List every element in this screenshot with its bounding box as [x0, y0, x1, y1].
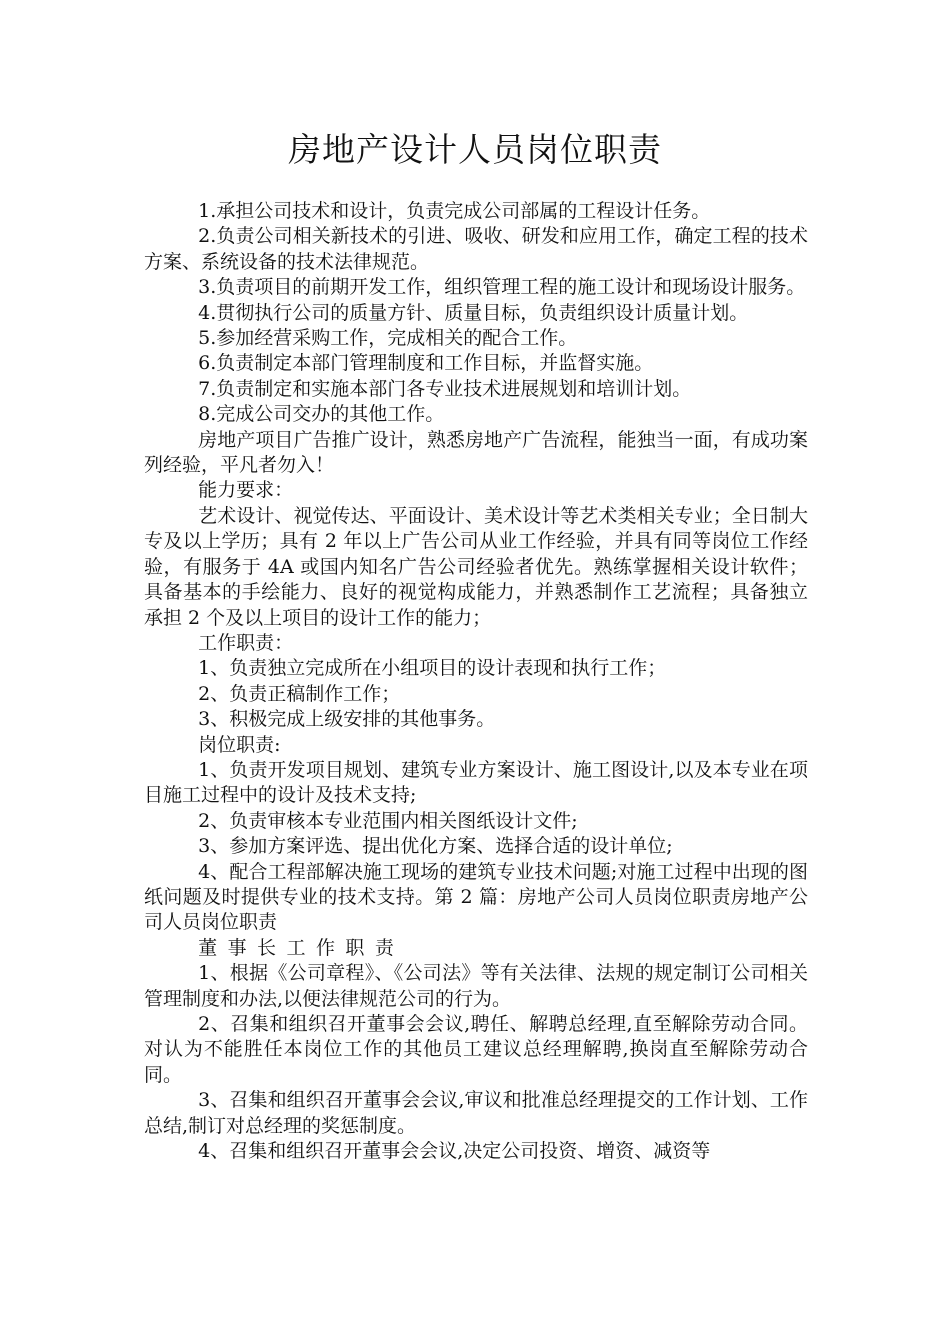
heading-position-duties: 岗位职责:: [198, 733, 281, 756]
paragraph-position-duty-1: 1、负责开发项目规划、建筑专业方案设计、施工图设计,以及本专业在项目施工过程中的设计及技术支持;: [144, 758, 808, 807]
paragraph-position-duty-4: 4、配合工程部解决施工现场的建筑专业技术问题;对施工过程中出现的图纸问题及时提供专业的技术支持。第 2 篇：房地产公司人员岗位职责房地产公司人员岗位职责: [144, 860, 808, 934]
document-title: 房地产设计人员岗位职责: [288, 130, 662, 169]
paragraph-position-duty-2: 2、负责审核本专业范围内相关图纸设计文件;: [198, 809, 578, 832]
paragraph-chairman-duty-1: 1、根据《公司章程》、《公司法》等有关法律、法规的规定制订公司相关管理制度和办法,以便法律规范公司的行为。: [144, 962, 808, 1010]
paragraph-duty-7: 7.负责制定和实施本部门各专业技术进展规划和培训计划。: [198, 377, 692, 400]
heading-chairman-duties: 董事长工作职责: [198, 936, 405, 959]
paragraph-work-duty-2: 2、负责正稿制作工作；: [198, 682, 401, 705]
paragraph-ad-design: 房地产项目广告推广设计，熟悉房地产广告流程，能独当一面，有成功案列经验，平凡者勿入！: [144, 428, 808, 477]
paragraph-duty-1: 1.承担公司技术和设计，负责完成公司部属的工程设计任务。: [198, 200, 711, 222]
paragraph-duty-5: 5.参加经营采购工作，完成相关的配合工作。: [198, 327, 578, 350]
paragraph-work-duty-3: 3、积极完成上级安排的其他事务。: [198, 708, 496, 731]
paragraph-duty-6: 6.负责制定本部门管理制度和工作目标，并监督实施。: [198, 352, 654, 375]
paragraph-chairman-duty-2: 2、召集和组织召开董事会会议,聘任、解聘总经理,直至解除劳动合同。对认为不能胜任本岗位工作的其他员工建议总经理解聘,换岗直至解除劳动合同。: [144, 1013, 808, 1086]
paragraph-duty-3: 3.负责项目的前期开发工作，组织管理工程的施工设计和现场设计服务。: [198, 276, 806, 299]
paragraph-work-duty-1: 1、负责独立完成所在小组项目的设计表现和执行工作；: [198, 657, 667, 680]
paragraph-duty-8: 8.完成公司交办的其他工作。: [198, 403, 445, 426]
paragraph-chairman-duty-4: 4、召集和组织召开董事会会议,决定公司投资、增资、减资等: [198, 1140, 711, 1163]
paragraph-duty-4: 4.贯彻执行公司的质量方针、质量目标，负责组织设计质量计划。: [198, 301, 749, 324]
heading-ability-requirements: 能力要求：: [198, 479, 294, 502]
paragraph-duty-2: 2.负责公司相关新技术的引进、吸收、研发和应用工作，确定工程的技术方案、系统设备的技术法律规范。: [144, 225, 808, 273]
heading-work-duties: 工作职责：: [198, 631, 294, 654]
document-body: [144, 199, 808, 1164]
paragraph-requirements: 艺术设计、视觉传达、平面设计、美术设计等艺术类相关专业；全日制大专及以上学历；具有 2 年以上广告公司从业工作经验，并具有同等岗位工作经验，有服务于 4A 或国内知名广告公司经验者优先。熟练掌握相关设计软件；具备基本的手绘能力、良好的视觉构成能力，并熟悉制作工艺流程；具备独立承担 2 个及以上项目的设计工作的能力；: [144, 504, 808, 629]
paragraph-chairman-duty-3: 3、召集和组织召开董事会会议,审议和批准总经理提交的工作计划、工作总结,制订对总经理的奖惩制度。: [144, 1089, 808, 1137]
paragraph-position-duty-3: 3、参加方案评选、提出优化方案、选择合适的设计单位;: [198, 835, 673, 858]
